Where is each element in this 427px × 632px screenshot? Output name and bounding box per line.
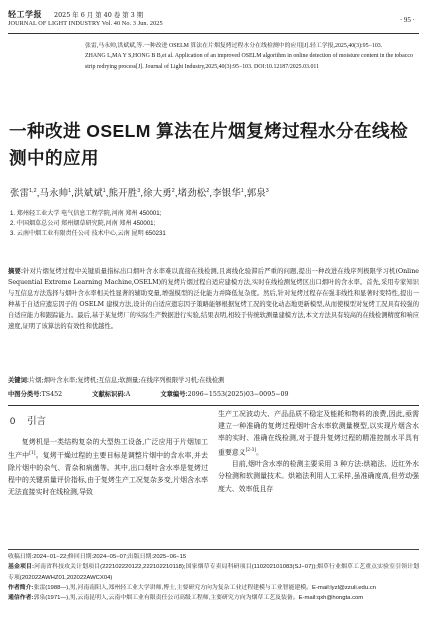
author-affiliation-marker: 1 <box>102 187 106 194</box>
section-title: 引言 <box>27 415 46 426</box>
author-affiliation-marker: 2 <box>171 187 175 194</box>
section-number: 0 <box>10 415 16 426</box>
body-paragraph: 复烤机是一类结构复杂的大型热工设备,广泛应用于片烟加工生产中[1]。复烤干燥过程的主要目标是调整片烟中的含水率,并去除片烟中的杂气、青杂和病菌等。其中,出口烟叶含水率是复烤过程中的关键质量评价指标,由于复烤生产工况复杂多变,片烟含水率无法直接实时在线检测,导致 <box>8 438 208 497</box>
author-affiliation-marker: 3 <box>265 187 269 194</box>
citation-en: ZHANG L,MA Y S,HONG B B,et al. Application of an improved OSELM algorithm in online detection of moisture content in the tobacco strip redrying process[J]. Journal of Light Industry,2025,40(3):95−103. DOI:10.12187/2025.03.011 <box>85 53 413 70</box>
reference-marker[interactable]: [1] <box>29 451 36 457</box>
reference-marker[interactable]: [2-3] <box>245 447 257 453</box>
author-affiliation-marker: 1,2 <box>29 187 37 194</box>
keywords-text: 片烟;烟叶含水率;复烤机;互信息;软测量;在线序列极限学习机;在线检测 <box>29 377 225 384</box>
abstract <box>8 267 419 332</box>
author-affiliation-marker: 1 <box>240 187 244 194</box>
article-number: 文章编号:2096−1553(2025)03−0095−09 <box>160 391 289 398</box>
footnote-corresponding: 通信作者:郭泉(1971—),男,云南昆明人,云南中烟工业有限责任公司高级工程师,主要研究方向为烟草工艺及装备。E-mail:qxh@hongta.com <box>8 595 364 602</box>
footnote-divider <box>8 549 419 550</box>
footnote-received: 收稿日期:2024−01−22;修回日期:2024−05−07;出版日期:2025−06−15 <box>8 554 187 560</box>
body-paragraph: 生产工况波动大、产品品质不稳定及能耗和物料的浪费,因此,亟需建立一种准确的复烤过程烟叶含水率软测量模型,以实现片烟含水率的实时、准确在线检测,对于提升复烤过程的精准控制水平具有重要意义[2-3]。 <box>218 410 419 456</box>
author-name: 李银华 <box>212 187 241 198</box>
footnote-funding: 基金项目:河南省科技攻关计划项目(222102220122,222102210118);国家烟草专卖局科研项目(110202101083(SJ−07));烟草行业烟草工艺重点实验室引领计划专项(202022AWHZ01,202022AWCX04) <box>8 564 419 581</box>
body-paragraph: 目前,烟叶含水率的检测主要采用 3 种方法:烘箱法、近红外水分检测和软测量技术。烘箱法利用人工采样,虽准确度高,但劳动强度大、效率低且存 <box>218 460 419 493</box>
citation-cn: 张雷,马永帅,洪斌斌,等.一种改进 OSELM 算法在片烟复烤过程水分在线检测中的应用[J].轻工学报,2025,40(3):95−103. <box>85 43 383 49</box>
author-name: 张雷 <box>10 187 30 198</box>
classification-info <box>8 390 419 401</box>
author-affiliation-marker: 1 <box>68 187 72 194</box>
section-divider <box>8 405 419 406</box>
issue-info-cn: 2025 年 6 月 第 40 卷 第 3 期 <box>54 11 144 19</box>
clc-number: 中图分类号:TS452 <box>8 391 63 398</box>
author-name: 洪斌斌 <box>74 187 103 198</box>
keywords-label: 关键词: <box>8 377 29 384</box>
author-name: 马永帅 <box>39 187 69 198</box>
affiliation-item: 2. 中国烟草总公司 郑州烟草研究院,河南 郑州 450001; <box>10 220 156 228</box>
author-list: 张雷$^{1,2}$,马永帅$^1$,洪斌斌$^1$,熊开胜$^3$,徐大勇$^2$,堵劲松$^2$,李银华$^1$,郭泉$^3$ <box>10 187 269 198</box>
header-divider <box>8 33 419 34</box>
journal-logo: 轻工学报 <box>8 9 42 19</box>
author-name: 堵劲松 <box>177 187 207 198</box>
footnotes <box>8 552 419 603</box>
page-number: · 95 · <box>399 16 415 24</box>
author-affiliation-marker: 3 <box>137 187 141 194</box>
body-column-left <box>8 436 208 498</box>
affiliation-list <box>10 209 166 240</box>
affiliation-item: 1. 郑州轻工业大学 电气信息工程学院,河南 郑州 450001; <box>10 210 162 217</box>
author-name: 徐大勇 <box>143 187 172 198</box>
citation-block <box>85 41 417 72</box>
author-name: 郭泉 <box>246 187 266 198</box>
abstract-label: 摘要: <box>8 268 24 275</box>
issue-info-en: JOURNAL OF LIGHT INDUSTRY Vol. 40 No. 3 Jun. 2025 <box>8 20 163 27</box>
body-column-right <box>218 408 419 495</box>
author-affiliation-marker: 2 <box>206 187 210 194</box>
keywords <box>8 376 419 387</box>
footnote-author: 作者简介:张雷(1988—),男,河南南阳人,郑州轻工业大学讲师,博士,主要研究方向为复杂工业过程建模与工业智能建模。E-mail:lyzl@zzuli.edu.cn <box>8 584 376 591</box>
document-code: 文献标识码:A <box>92 391 131 398</box>
article-title: 一种改进 OSELM 算法在片烟复烤过程水分在线检测中的应用 <box>9 121 409 168</box>
abstract-text: 针对片烟复烤过程中关键质量指标出口烟叶含水率难以直接在线检测,且离线化验滞后严重的问题,提出一种改进在线序列极限学习机(Online Sequential Extreme Learning Machine,OSELM)的复烤片烟过程自适应建模方法,实时在线检测复烤区出口烟叶的含水率。首先,采用专家知识与互信息方法选择与烟叶含水率相关性显著的辅助变量,增强模型的泛化能力并降低复杂度。然后,针对复烤过程存在强非线性和显著时变特性,提出一种基于自适应遗忘因子的 OSELM 建模方法,设计的自适应遗忘因子策略能够根据复烤工况的变化动态地更新模型,从而使模型对复烤工况具有较强的自适应能力和跟踪能力。最后,基于某复烤厂的实际生产数据进行实验,结果表明,相较于传统软测量建模方法,本文方法具有较高的在线检测精度和响应速度,证明了该算法的有效性和优越性。 <box>8 268 420 330</box>
affiliation-item: 3. 云南中烟工业有限责任公司 技术中心,云南 昆明 650231 <box>10 230 166 238</box>
section-heading <box>10 413 46 427</box>
author-name: 熊开胜 <box>108 187 138 198</box>
